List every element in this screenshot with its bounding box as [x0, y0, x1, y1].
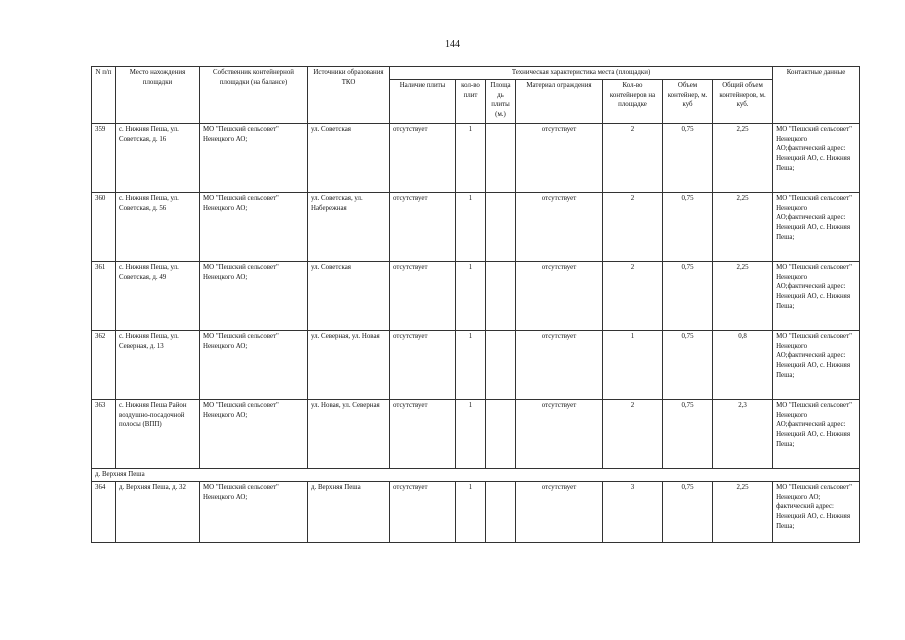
cell-total-volume: 0,8: [713, 330, 773, 399]
table-row: [92, 261, 860, 330]
table-row: [92, 192, 860, 261]
header-row-1: [92, 67, 860, 80]
cell-volume: 0,75: [663, 123, 713, 192]
header-place: Место нахождения площадки: [116, 67, 200, 124]
cell-owner: МО "Пешский сельсовет" Ненецкого АО;: [200, 192, 308, 261]
cell-slab: отсутствует: [390, 192, 456, 261]
group-label: д. Верхняя Пеша: [92, 468, 860, 481]
container-sites-table: [91, 66, 860, 543]
header-contacts: Контактные данные: [773, 67, 860, 124]
cell-total-volume: 2,3: [713, 399, 773, 468]
header-total-volume: Общий объем контейнеров, м. куб.: [713, 79, 773, 123]
cell-place: с. Нижняя Пеша Район воздушно-посадочной полосы (ВПП): [116, 399, 200, 468]
cell-contacts: МО "Пешский сельсовет" Ненецкого АО;фактический адрес: Ненецкий АО, с. Нижняя Пеша;: [773, 192, 860, 261]
header-tech: Техническая характеристика места (площадки): [390, 67, 773, 80]
cell-owner: МО "Пешский сельсовет" Ненецкого АО;: [200, 330, 308, 399]
cell-slab-count: 1: [456, 330, 486, 399]
header-num: N п/п: [92, 67, 116, 124]
cell-total-volume: 2,25: [713, 123, 773, 192]
table-row: [92, 123, 860, 192]
cell-slab-area: [486, 481, 516, 542]
cell-slab: отсутствует: [390, 123, 456, 192]
cell-place: с. Нижняя Пеша, ул. Советская, д. 49: [116, 261, 200, 330]
cell-contacts: МО "Пешский сельсовет" Ненецкого АО;фактический адрес: Ненецкий АО, с. Нижняя Пеша;: [773, 330, 860, 399]
cell-sources: ул. Новая, ул. Северная: [308, 399, 390, 468]
cell-place: с. Нижняя Пеша, ул. Советская, д. 16: [116, 123, 200, 192]
cell-contacts: МО "Пешский сельсовет" Ненецкого АО;фактический адрес: Ненецкий АО, с. Нижняя Пеша;: [773, 261, 860, 330]
cell-volume: 0,75: [663, 192, 713, 261]
cell-total-volume: 2,25: [713, 481, 773, 542]
cell-contacts: МО "Пешский сельсовет" Ненецкого АО;фактический адрес: Ненецкий АО, с. Нижняя Пеша;: [773, 399, 860, 468]
header-sources: Источники образования ТКО: [308, 67, 390, 124]
cell-owner: МО "Пешский сельсовет" Ненецкого АО;: [200, 399, 308, 468]
cell-place: д. Верхняя Пеша, д. 32: [116, 481, 200, 542]
cell-slab-area: [486, 123, 516, 192]
cell-slab-count: 1: [456, 261, 486, 330]
header-owner: Собственник контейнерной площадки (на балансе): [200, 67, 308, 124]
cell-containers: 3: [603, 481, 663, 542]
cell-slab: отсутствует: [390, 261, 456, 330]
header-containers: Кол-во контейнеров на площадке: [603, 79, 663, 123]
cell-sources: д. Верхняя Пеша: [308, 481, 390, 542]
page-number: 144: [445, 39, 460, 50]
cell-slab-area: [486, 399, 516, 468]
group-row: [92, 468, 860, 481]
table-row: [92, 399, 860, 468]
cell-slab-count: 1: [456, 399, 486, 468]
cell-contacts: МО "Пешский сельсовет" Ненецкого АО;фактический адрес: Ненецкий АО, с. Нижняя Пеша;: [773, 123, 860, 192]
cell-owner: МО "Пешский сельсовет" Ненецкого АО;: [200, 481, 308, 542]
cell-fence: отсутствует: [516, 123, 603, 192]
cell-fence: отсутствует: [516, 192, 603, 261]
table-row: [92, 481, 860, 542]
cell-slab: отсутствует: [390, 481, 456, 542]
cell-slab-area: [486, 330, 516, 399]
cell-fence: отсутствует: [516, 261, 603, 330]
cell-volume: 0,75: [663, 330, 713, 399]
cell-containers: 2: [603, 123, 663, 192]
cell-num: 364: [92, 481, 116, 542]
cell-slab: отсутствует: [390, 330, 456, 399]
cell-containers: 2: [603, 192, 663, 261]
cell-owner: МО "Пешский сельсовет" Ненецкого АО;: [200, 123, 308, 192]
cell-containers: 2: [603, 261, 663, 330]
header-slab-count: кол-во плит: [456, 79, 486, 123]
cell-slab: отсутствует: [390, 399, 456, 468]
cell-num: 359: [92, 123, 116, 192]
cell-slab-area: [486, 192, 516, 261]
cell-owner: МО "Пешский сельсовет" Ненецкого АО;: [200, 261, 308, 330]
cell-place: с. Нижняя Пеша, ул. Северная, д. 13: [116, 330, 200, 399]
cell-slab-count: 1: [456, 481, 486, 542]
cell-num: 362: [92, 330, 116, 399]
cell-place: с. Нижняя Пеша, ул. Советская, д. 56: [116, 192, 200, 261]
cell-volume: 0,75: [663, 261, 713, 330]
cell-sources: ул. Советская, ул. Набережная: [308, 192, 390, 261]
header-volume: Объем контейнер, м. куб: [663, 79, 713, 123]
cell-num: 360: [92, 192, 116, 261]
cell-num: 361: [92, 261, 116, 330]
cell-contacts: МО "Пешский сельсовет" Ненецкого АО; фактический адрес: Ненецкий АО, с. Нижняя Пеша;: [773, 481, 860, 542]
header-fence: Материал ограждения: [516, 79, 603, 123]
cell-slab-count: 1: [456, 192, 486, 261]
cell-slab-area: [486, 261, 516, 330]
cell-fence: отсутствует: [516, 399, 603, 468]
cell-containers: 1: [603, 330, 663, 399]
cell-num: 363: [92, 399, 116, 468]
cell-volume: 0,75: [663, 399, 713, 468]
cell-slab-count: 1: [456, 123, 486, 192]
header-slab-area: Площадь плиты (м.): [486, 79, 516, 123]
cell-sources: ул. Советская: [308, 123, 390, 192]
cell-total-volume: 2,25: [713, 261, 773, 330]
cell-sources: ул. Северная, ул. Новая: [308, 330, 390, 399]
cell-fence: отсутствует: [516, 481, 603, 542]
cell-total-volume: 2,25: [713, 192, 773, 261]
cell-fence: отсутствует: [516, 330, 603, 399]
table-row: [92, 330, 860, 399]
header-slab: Наличие плиты: [390, 79, 456, 123]
cell-sources: ул. Советская: [308, 261, 390, 330]
cell-containers: 2: [603, 399, 663, 468]
cell-volume: 0,75: [663, 481, 713, 542]
